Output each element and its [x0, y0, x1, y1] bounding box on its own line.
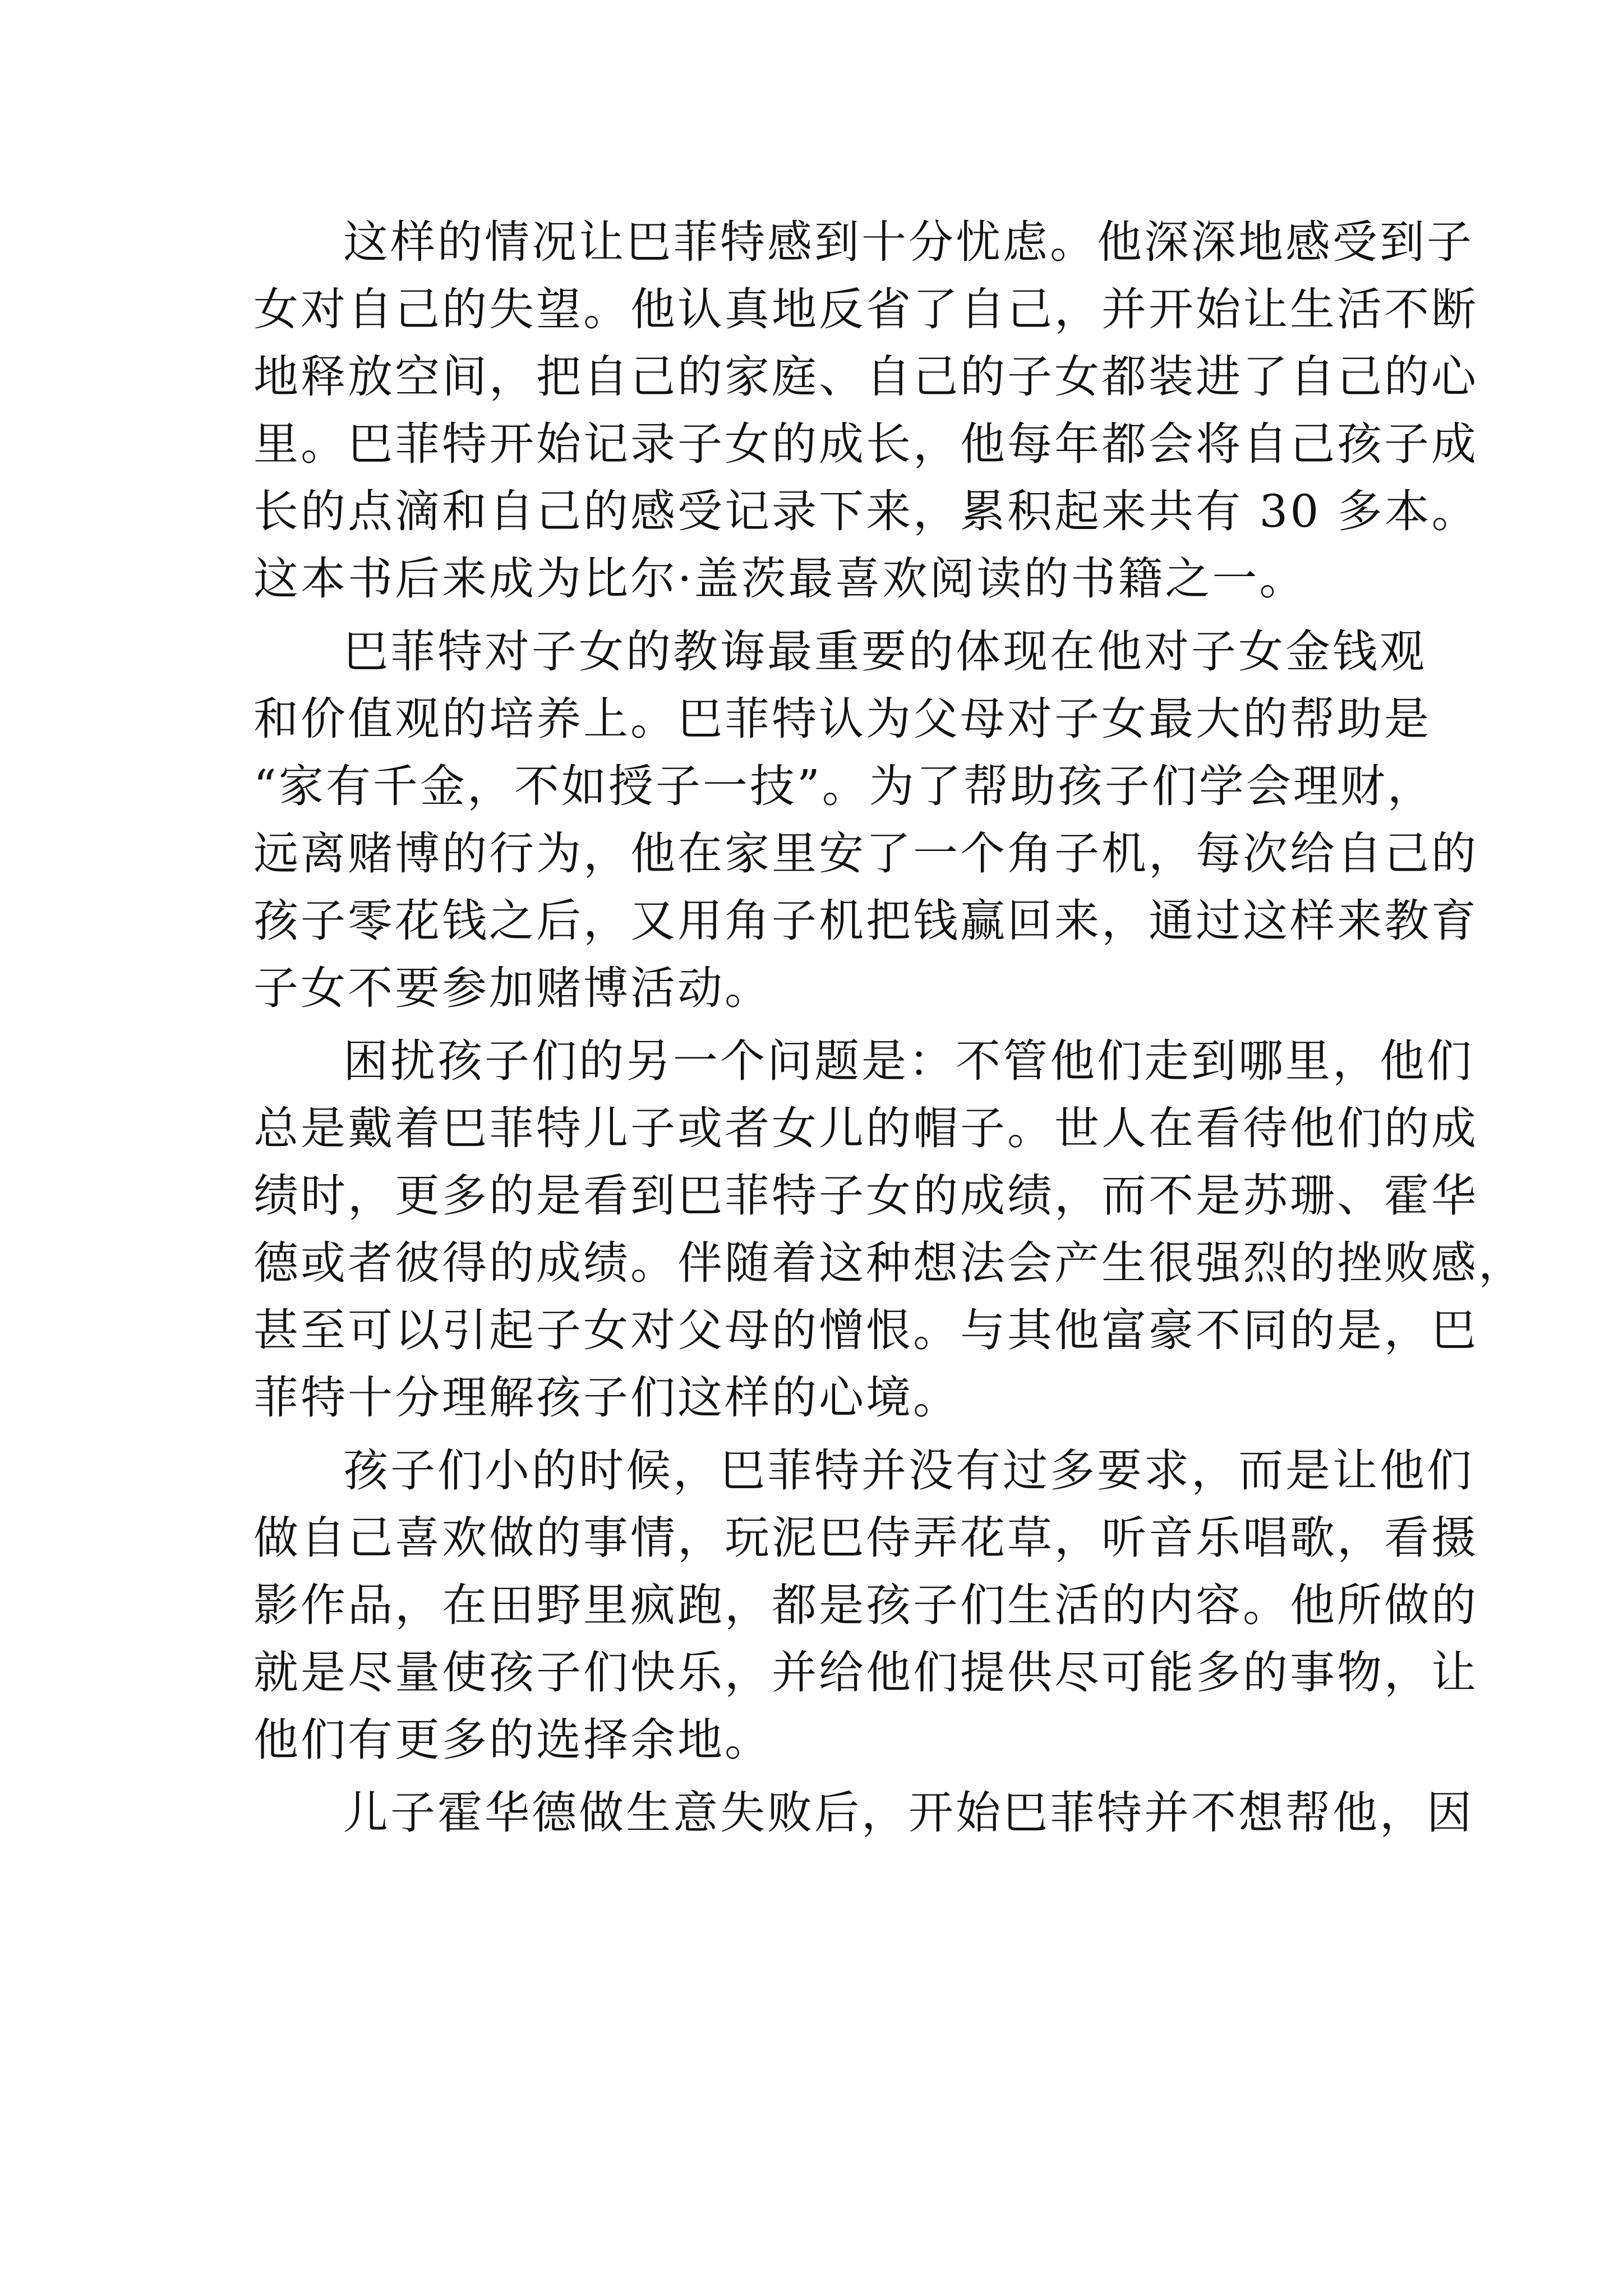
text-line: 孩子零花钱之后，又用角子机把钱赢回来，通过这样来教育 — [253, 895, 1478, 947]
text-line: 甚至可以引起子女对父母的憎恨。与其他富豪不同的是，巴 — [253, 1304, 1478, 1356]
text-line: 里。巴菲特开始记录子女的成长，他每年都会将自己孩子成 — [253, 418, 1478, 470]
body-text — [253, 209, 1525, 1852]
text-line: 和价值观的培养上。巴菲特认为父母对子女最大的帮助是 — [253, 693, 1431, 745]
text-line: 菲特十分理解孩子们这样的心境。 — [253, 1372, 960, 1424]
text-line: 地释放空间，把自己的家庭、自己的子女都装进了自己的心 — [253, 351, 1478, 403]
text-line: 总是戴着巴菲特儿子或者女儿的帽子。世人在看待他们的成 — [253, 1102, 1478, 1154]
text-line: 孩子们小的时候，巴菲特并没有过多要求，而是让他们 — [343, 1444, 1474, 1497]
text-line: 德或者彼得的成绩。伴随着这种想法会产生很强烈的挫败感， — [253, 1237, 1525, 1289]
text-line: 巴菲特对子女的教诲最重要的体现在他对子女金钱观 — [343, 625, 1427, 678]
paragraph-3 — [253, 1028, 1525, 1432]
text-line: 他们有更多的选择余地。 — [253, 1714, 772, 1766]
text-line: 长的点滴和自己的感受记录下来，累积起来共有 30 多本。 — [253, 485, 1479, 537]
text-line: 这本书后来成为比尔·盖茨最喜欢阅读的书籍之一。 — [253, 553, 1307, 605]
text-line: 儿子霍华德做生意失败后，开始巴菲特并不想帮他，因 — [343, 1787, 1474, 1839]
text-line: 就是尽量使孩子们快乐，并给他们提供尽可能多的事物，让 — [253, 1646, 1478, 1699]
text-line: 远离赌博的行为，他在家里安了一个角子机，每次给自己的 — [253, 827, 1478, 880]
text-line: 做自己喜欢做的事情，玩泥巴侍弄花草，听音乐唱歌，看摄 — [253, 1512, 1478, 1564]
text-line: 困扰孩子们的另一个问题是：不管他们走到哪里，他们 — [343, 1035, 1474, 1087]
text-line: “家有千金，不如授子一技”。为了帮助孩子们学会理财， — [253, 760, 1435, 812]
text-line: 子女不要参加赌博活动。 — [253, 962, 772, 1014]
paragraph-2 — [253, 618, 1478, 1022]
text-line: 女对自己的失望。他认真地反省了自己，并开始让生活不断 — [253, 283, 1478, 335]
text-line: 这样的情况让巴菲特感到十分忧虑。他深深地感受到子 — [343, 216, 1474, 268]
paragraph-1 — [253, 209, 1479, 613]
paragraph-4 — [253, 1437, 1478, 1774]
text-line: 影作品，在田野里疯跑，都是孩子们生活的内容。他所做的 — [253, 1579, 1478, 1631]
text-line: 绩时，更多的是看到巴菲特子女的成绩，而不是苏珊、霍华 — [253, 1170, 1478, 1222]
paragraph-5 — [253, 1779, 1474, 1847]
